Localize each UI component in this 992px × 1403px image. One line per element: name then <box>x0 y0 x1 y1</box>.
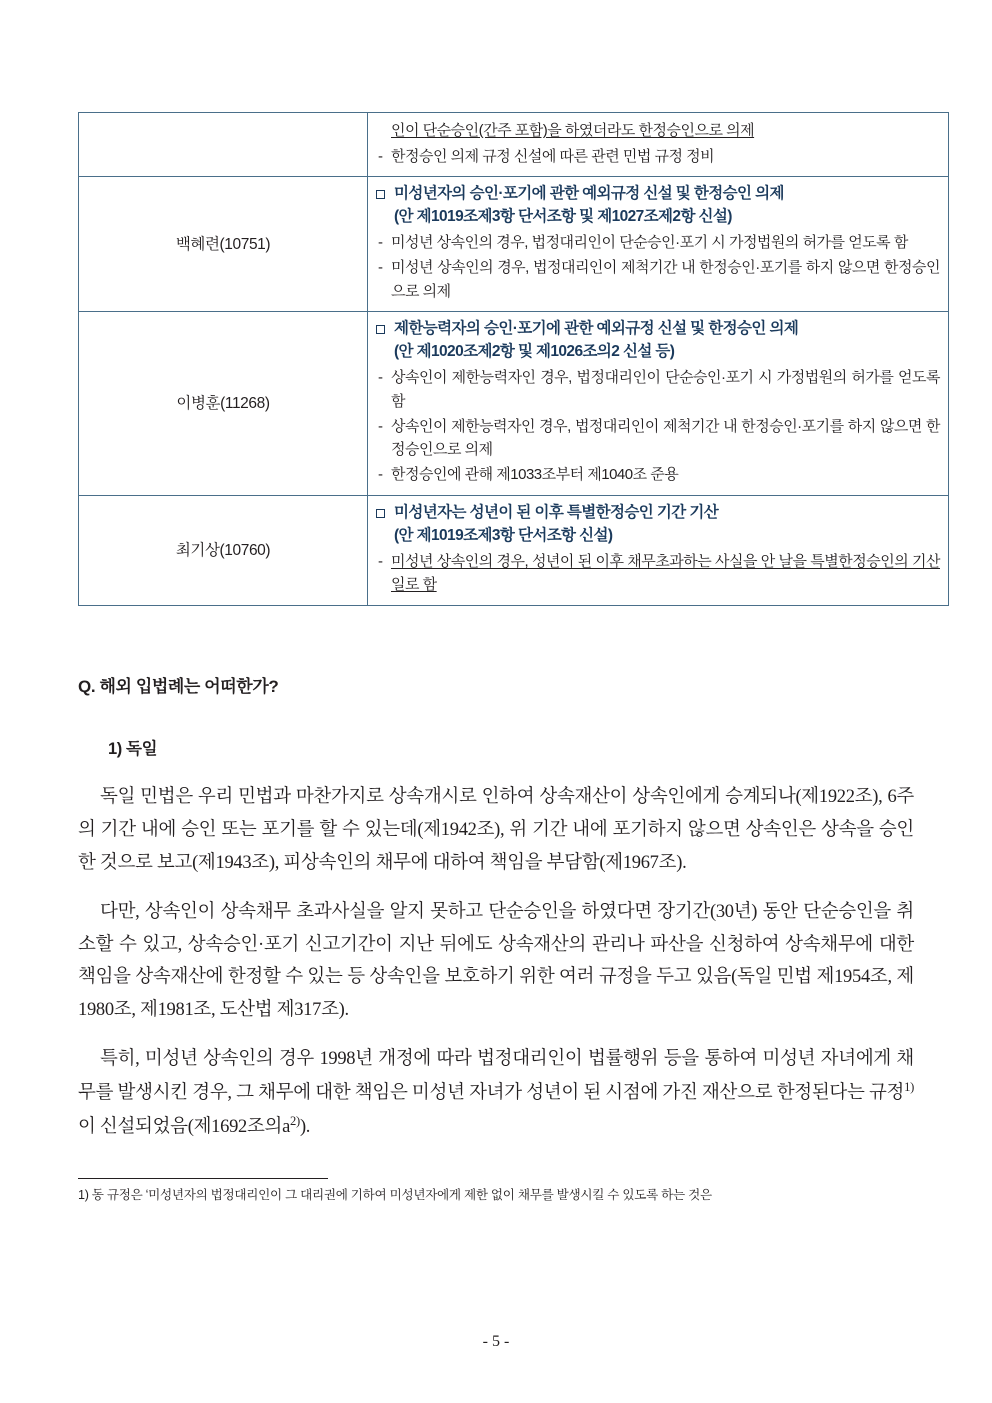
bill-header-line-1: 미성년자의 승인·포기에 관한 예외규정 신설 및 한정승인 의제 <box>394 185 784 203</box>
bill-comparison-table <box>78 112 949 606</box>
list-item: - 미성년 상속인의 경우, 성년이 된 이후 채무초과하는 사실을 안 날을 특별한정승인의 기산일로 함 <box>376 550 940 597</box>
paragraph-text: 특히, 미성년 상속인의 경우 1998년 개정에 따라 법정대리인이 법률행위 등을 통하여 미성년 자녀에게 채무를 발생시킨 경우, 그 채무에 대한 책임은 미성년 자녀가 성년이 된 시점에 가진 재산으로 한정된다는 규정 <box>78 1049 914 1104</box>
continuation-content-cell <box>368 113 949 177</box>
bill-item-list <box>376 366 940 486</box>
paragraph: 독일 민법은 우리 민법과 마찬가지로 상속개시로 인하여 상속재산이 상속인에게 승계되나(제1922조), 6주의 기간 내에 승인 또는 포기를 할 수 있는데(제1942조), 위 기간 내에 포기하지 않으면 상속인은 상속을 승인한 것으로 보고(제1943조), 피상속인의 채무에 대하여 책임을 부담함(제1967조). <box>78 786 914 873</box>
paragraph-text-mid: 이 신설되었음(제1692조의a <box>78 1117 291 1138</box>
bill-header-line-1: 미성년자는 성년이 된 이후 특별한정승인 기간 기산 <box>394 503 719 521</box>
square-bullet-icon <box>376 509 385 518</box>
proposer-name-cell-empty <box>79 113 368 177</box>
bill-header-line-2: (안 제1019조제3항 단서조항 및 제1027조제2항 신설) <box>394 208 732 226</box>
table-row <box>79 177 949 312</box>
bill-header <box>376 318 940 364</box>
footnote-text: 1) 동 규정은 ʻ미성년자의 법정대리인이 그 대리권에 기하여 미성년자에게 제한 없이 채무를 발생시킬 수 있도록 하는 것은 <box>78 1188 712 1203</box>
paragraph: 다만, 상속인이 상속채무 초과사실을 알지 못하고 단순승인을 하였다면 장기간(30년) 동안 단순승인을 취소할 수 있고, 상속승인·포기 신고기간이 지난 뒤에도 상속재산의 관리나 파산을 신청하여 상속채무에 대한 책임을 상속재산에 한정할 수 있는 등 상속인을 보호하기 위한 여러 규정을 두고 있음(독일 민법 제1954조, 제1980조, 제1981조, 도산법 제317조). <box>78 901 914 1021</box>
list-item: - 상속인이 제한능력자인 경우, 법정대리인이 제척기간 내 한정승인·포기를 하지 않으면 한정승인으로 의제 <box>376 415 940 462</box>
footnote-ref-2[interactable]: 2) <box>290 1114 300 1129</box>
footnote-ref-1[interactable]: 1) <box>904 1080 914 1095</box>
bill-header-line-2: (안 제1020조제2항 및 제1026조의2 신설 등) <box>394 343 675 361</box>
question-heading: Q. 해외 입법례는 어떠한가? <box>78 676 279 696</box>
square-bullet-icon <box>376 325 385 334</box>
proposer-name-cell: 최기상(10760) <box>79 495 368 605</box>
bill-header-line-2: (안 제1019조제3항 단서조항 신설) <box>394 526 613 544</box>
list-item: - 미성년 상속인의 경우, 법정대리인이 단순승인·포기 시 가정법원의 허가를 얻도록 함 <box>376 231 940 255</box>
continuation-line-1: 인이 단순승인(간주 포함)을 하였더라도 한정승인으로 의제 <box>391 122 755 139</box>
list-item: - 한정승인에 관해 제1033조부터 제1040조 준용 <box>376 463 940 487</box>
proposer-name-cell: 백혜련(10751) <box>79 177 368 312</box>
bill-header <box>376 183 940 229</box>
sub-heading: 1) 독일 <box>108 739 158 758</box>
square-bullet-icon <box>376 190 385 199</box>
bill-header-line-1: 제한능력자의 승인·포기에 관한 예외규정 신설 및 한정승인 의제 <box>394 320 799 338</box>
bill-item-list <box>376 231 940 303</box>
table-row-continuation <box>79 113 949 177</box>
paragraph-text-suffix: ). <box>299 1117 311 1138</box>
continuation-list <box>376 145 940 169</box>
footnote-divider <box>78 1178 328 1179</box>
list-item: - 한정승인 의제 규정 신설에 따른 관련 민법 규정 정비 <box>376 145 940 169</box>
bill-content-cell <box>368 312 949 495</box>
table-row <box>79 495 949 605</box>
paragraph-with-footnotes <box>78 1043 914 1144</box>
list-item: - 상속인이 제한능력자인 경우, 법정대리인이 단순승인·포기 시 가정법원의 허가를 얻도록 함 <box>376 366 940 413</box>
bill-item-list <box>376 550 940 597</box>
proposer-name-cell: 이병훈(11268) <box>79 312 368 495</box>
bill-content-cell <box>368 495 949 605</box>
list-item: - 미성년 상속인의 경우, 법정대리인이 제척기간 내 한정승인·포기를 하지 않으면 한정승인으로 의제 <box>376 256 940 303</box>
page-number: - 5 - <box>482 1333 510 1350</box>
bill-content-cell <box>368 177 949 312</box>
bill-header <box>376 502 940 548</box>
table-row <box>79 312 949 495</box>
